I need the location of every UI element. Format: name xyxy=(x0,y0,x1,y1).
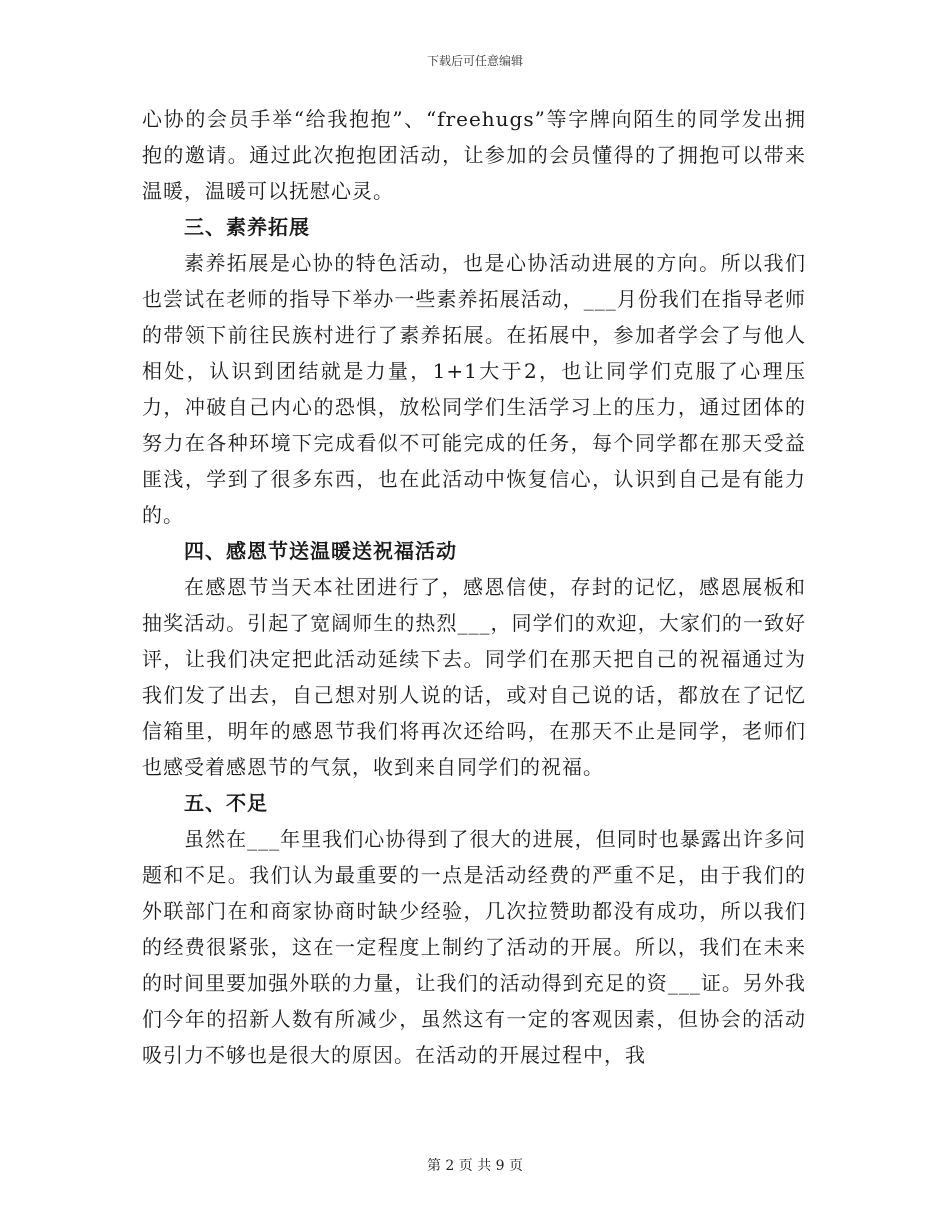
section-heading-5: 五、不足 xyxy=(184,791,268,815)
paragraph-shortcomings: 虽然在___年里我们心协得到了很大的进展，但同时也暴露出许多问题和不足。我们认为最重要的一点是活动经费的严重不足，由于我们的外联部门在和商家协商时缺少经验，几次拉赞助都没有成功，所以我们的经费很紧张，这在一定程度上制约了活动的开展。所以，我们在未来的时间里要加强外联的力量，让我们的活动得到充足的资___证。另外我们今年的招新人数有所减少，虽然这有一定的客观因素，但协会的活动吸引力不够也是很大的原因。在活动的开展过程中，我 xyxy=(142,827,806,1067)
paragraph-hug-activity: 心协的会员手举“给我抱抱”、“freehugs”等字牌向陌生的同学发出拥抱的邀请。通过此次抱抱团活动，让参加的会员懂得的了拥抱可以带来温暖，温暖可以抚慰心灵。 xyxy=(142,107,806,203)
document-body xyxy=(142,101,806,1073)
page-number-footer: 第 2 页 共 9 页 xyxy=(426,1158,524,1174)
page-header: 下载后可任意编辑 xyxy=(426,54,523,68)
section-heading-3: 三、素养拓展 xyxy=(184,215,310,239)
paragraph-quality-expansion: 素养拓展是心协的特色活动，也是心协活动进展的方向。所以我们也尝试在老师的指导下举办一些素养拓展活动，___月份我们在指导老师的带领下前往民族村进行了素养拓展。在拓展中，参加者学会了与他人相处，认识到团结就是力量，1+1大于2，也让同学们克服了心理压力，冲破自己内心的恐惧，放松同学们生活学习上的压力，通过团体的努力在各种环境下完成看似不可能完成的任务，每个同学都在那天受益匪浅，学到了很多东西，也在此活动中恢复信心，认识到自己是有能力的。 xyxy=(142,251,806,527)
paragraph-thanksgiving: 在感恩节当天本社团进行了，感恩信使，存封的记忆，感恩展板和抽奖活动。引起了宽阔师生的热烈___，同学们的欢迎，大家们的一致好评，让我们决定把此活动延续下去。同学们在那天把自己的祝福通过为我们发了出去，自己想对别人说的话，或对自己说的话，都放在了记忆信箱里，明年的感恩节我们将再次还给吗，在那天不止是同学，老师们也感受着感恩节的气氛，收到来自同学们的祝福。 xyxy=(142,575,806,779)
section-heading-4: 四、感恩节送温暖送祝福活动 xyxy=(184,539,457,563)
